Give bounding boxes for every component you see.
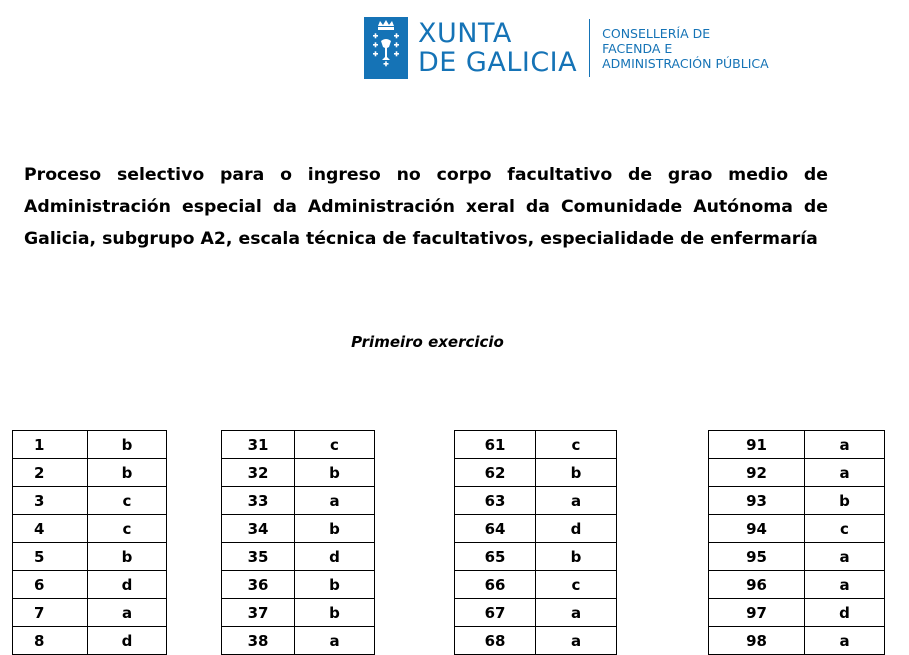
answer-letter: b [536,459,617,487]
table-row [455,487,617,515]
question-number: 7 [13,599,88,627]
answer-letter: b [88,459,167,487]
answer-letter: c [295,431,375,459]
answer-letter: d [536,515,617,543]
question-number: 34 [222,515,295,543]
question-number: 66 [455,571,536,599]
question-number: 36 [222,571,295,599]
table-row [13,487,167,515]
answer-letter: b [295,599,375,627]
question-number: 1 [13,431,88,459]
table-row [222,459,375,487]
answer-letter: d [805,599,885,627]
table-row [222,515,375,543]
answer-letter: a [805,571,885,599]
answer-letter: b [536,543,617,571]
brand-name [418,19,577,77]
question-number: 3 [13,487,88,515]
table-row [709,515,885,543]
answer-letter: a [536,599,617,627]
question-number: 93 [709,487,805,515]
table-row [455,543,617,571]
table-row [709,599,885,627]
question-number: 61 [455,431,536,459]
table-row [222,627,375,655]
question-number: 96 [709,571,805,599]
question-number: 2 [13,459,88,487]
answer-letter: b [88,431,167,459]
table-row [455,571,617,599]
table-row [709,543,885,571]
table-row [13,627,167,655]
table-row [13,543,167,571]
answer-letter: a [805,459,885,487]
question-number: 38 [222,627,295,655]
answer-letter: a [805,543,885,571]
answer-letter: a [805,431,885,459]
table-row [222,487,375,515]
table-row [709,627,885,655]
answer-letter: c [88,487,167,515]
answers-table-4 [708,430,885,655]
question-number: 95 [709,543,805,571]
answer-letter: c [88,515,167,543]
answers-table-1 [12,430,167,655]
table-row [222,599,375,627]
table-row [13,599,167,627]
table-row [709,487,885,515]
dept-line-3: ADMINISTRACIÓN PÚBLICA [602,55,769,71]
question-number: 68 [455,627,536,655]
table-row [222,431,375,459]
table-row [455,515,617,543]
table-row [13,571,167,599]
question-number: 97 [709,599,805,627]
dept-line-1: CONSELLERÍA DE [602,25,711,41]
answer-letter: d [88,571,167,599]
table-row [222,543,375,571]
dept-line-2: FACENDA E [602,40,673,56]
question-number: 92 [709,459,805,487]
table-row [709,459,885,487]
answer-letter: b [295,459,375,487]
table-row [13,431,167,459]
question-number: 33 [222,487,295,515]
question-number: 65 [455,543,536,571]
department-name [602,26,769,71]
question-number: 32 [222,459,295,487]
brand-line-1: XUNTA [418,18,512,49]
brand-divider [589,19,590,77]
answer-letter: a [295,627,375,655]
question-number: 6 [13,571,88,599]
table-row [455,431,617,459]
question-number: 31 [222,431,295,459]
answer-letter: d [295,543,375,571]
question-number: 35 [222,543,295,571]
answer-letter: a [295,487,375,515]
table-row [222,571,375,599]
brand-line-2: DE GALICIA [418,47,578,78]
answer-letter: d [88,627,167,655]
answer-letter: a [536,487,617,515]
answer-letter: b [88,543,167,571]
document-subtitle: Primeiro exercicio [351,333,504,351]
answer-letter: a [536,627,617,655]
answers-table-2 [221,430,375,655]
question-number: 64 [455,515,536,543]
table-row [455,627,617,655]
answers-table-3 [454,430,617,655]
question-number: 94 [709,515,805,543]
table-row [455,599,617,627]
question-number: 8 [13,627,88,655]
answer-letter: c [536,571,617,599]
question-number: 4 [13,515,88,543]
question-number: 67 [455,599,536,627]
question-number: 37 [222,599,295,627]
question-number: 5 [13,543,88,571]
answer-letter: c [536,431,617,459]
document-title: Proceso selectivo para o ingreso no corpo facultativo de grao medio de Administración especial da Administración xeral da Comunidade Autónoma de Galicia, subgrupo A2, escala técnica de facultativos, especialidade de enfermaría [24,165,828,249]
question-number: 91 [709,431,805,459]
table-row [455,459,617,487]
answer-letter: b [295,515,375,543]
answer-letter: c [805,515,885,543]
table-row [13,515,167,543]
table-row [709,431,885,459]
answer-letter: b [295,571,375,599]
answer-letter: a [88,599,167,627]
galicia-emblem-icon [364,17,408,79]
answer-letter: a [805,627,885,655]
table-row [709,571,885,599]
question-number: 62 [455,459,536,487]
question-number: 63 [455,487,536,515]
xunta-logo [364,16,769,80]
answer-letter: b [805,487,885,515]
question-number: 98 [709,627,805,655]
table-row [13,459,167,487]
